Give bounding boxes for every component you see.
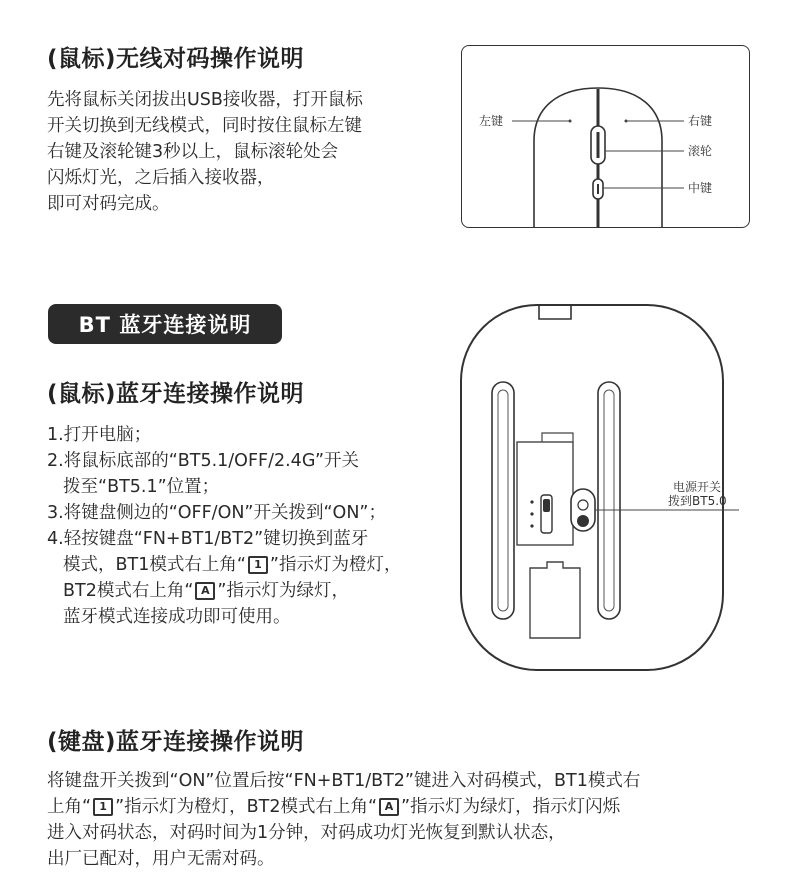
section3-text: ”指示灯为橙灯，BT2模式右上角“ <box>115 797 378 817</box>
step-1: 1.打开电脑； <box>47 425 152 445</box>
step-4-line-4: 蓝牙模式连接成功即可使用。 <box>63 607 291 627</box>
left-key-label: 左键 <box>479 114 504 128</box>
step-4-text: 模式，BT1模式右上角“ <box>63 555 246 575</box>
mouse-top-diagram <box>461 45 750 228</box>
wheel-label: 滚轮 <box>688 144 713 158</box>
step-4-text: ”指示灯为绿灯， <box>217 581 349 601</box>
step-3: 3.将键盘侧边的“OFF/ON”开关拨到“ON”； <box>47 503 386 523</box>
left-glide-pad <box>492 382 514 619</box>
middle-key-label: 中键 <box>688 181 713 195</box>
receiver-storage-slot <box>530 562 580 638</box>
section2-steps <box>47 422 401 630</box>
mouse-bottom-illustration <box>455 295 755 685</box>
section3-line: 将键盘开关拨到“ON”位置后按“FN+BT1/BT2”键进入对码模式，BT1模式右 <box>47 771 641 791</box>
power-switch-label-1: 电源开关 <box>673 480 722 494</box>
sensor-lens-icon <box>577 515 589 527</box>
step-4-text: ”指示灯为橙灯， <box>269 555 402 575</box>
section3-line: 进入对码状态，对码时间为1分钟，对码成功灯光恢复到默认状态， <box>47 823 566 843</box>
section3-line: 出厂已配对，用户无需对码。 <box>47 849 275 869</box>
step-4-line-2 <box>47 552 401 578</box>
left-key-dot <box>569 120 572 123</box>
right-key-dot <box>625 120 628 123</box>
switch-mark-icon <box>530 512 533 515</box>
step-2-cont: 拨至“BT5.1”位置； <box>63 477 220 497</box>
section3-text: 上角“ <box>47 797 92 817</box>
section3-line <box>47 794 640 820</box>
step-4-text: BT2模式右上角“ <box>63 581 194 601</box>
power-switch-label-2: 拨到BT5.0 <box>668 494 727 508</box>
section1-line: 右键及滚轮键3秒以上，鼠标滚轮处会 <box>47 142 339 162</box>
step-4-line-3 <box>47 578 401 604</box>
mode-switch-knob <box>543 499 550 512</box>
section1-line: 闪烁灯光，之后插入接收器， <box>47 168 275 188</box>
right-key-label: 右键 <box>688 114 713 128</box>
section3-paragraph <box>47 768 640 872</box>
section2-title: (鼠标)蓝牙连接操作说明 <box>47 381 305 407</box>
section3-text: ”指示灯为绿灯，指示灯闪烁 <box>401 797 621 817</box>
section1-line: 先将鼠标关闭拔出USB接收器，打开鼠标 <box>47 90 363 110</box>
mouse-top-illustration <box>462 46 750 228</box>
bt-section-banner: BT 蓝牙连接说明 <box>48 304 282 344</box>
bt1-indicator-icon: 1 <box>93 798 113 816</box>
bt2-indicator-icon: A <box>195 582 215 600</box>
section1-line: 开关切换到无线模式，同时按住鼠标左键 <box>47 116 362 136</box>
section1-line: 即可对码完成。 <box>47 194 170 214</box>
switch-mark-icon <box>530 524 533 527</box>
section1-title: (鼠标)无线对码操作说明 <box>47 46 305 72</box>
switch-mark-icon <box>530 500 533 503</box>
bt2-indicator-icon: A <box>379 798 399 816</box>
right-glide-pad <box>598 382 620 619</box>
step-4: 4.轻按键盘“FN+BT1/BT2”键切换到蓝牙 <box>47 529 369 549</box>
section1-paragraph <box>47 87 363 217</box>
step-2: 2.将鼠标底部的“BT5.1/OFF/2.4G”开关 <box>47 451 360 471</box>
bt1-indicator-icon: 1 <box>248 556 268 574</box>
section3-title: (键盘)蓝牙连接操作说明 <box>47 729 305 755</box>
